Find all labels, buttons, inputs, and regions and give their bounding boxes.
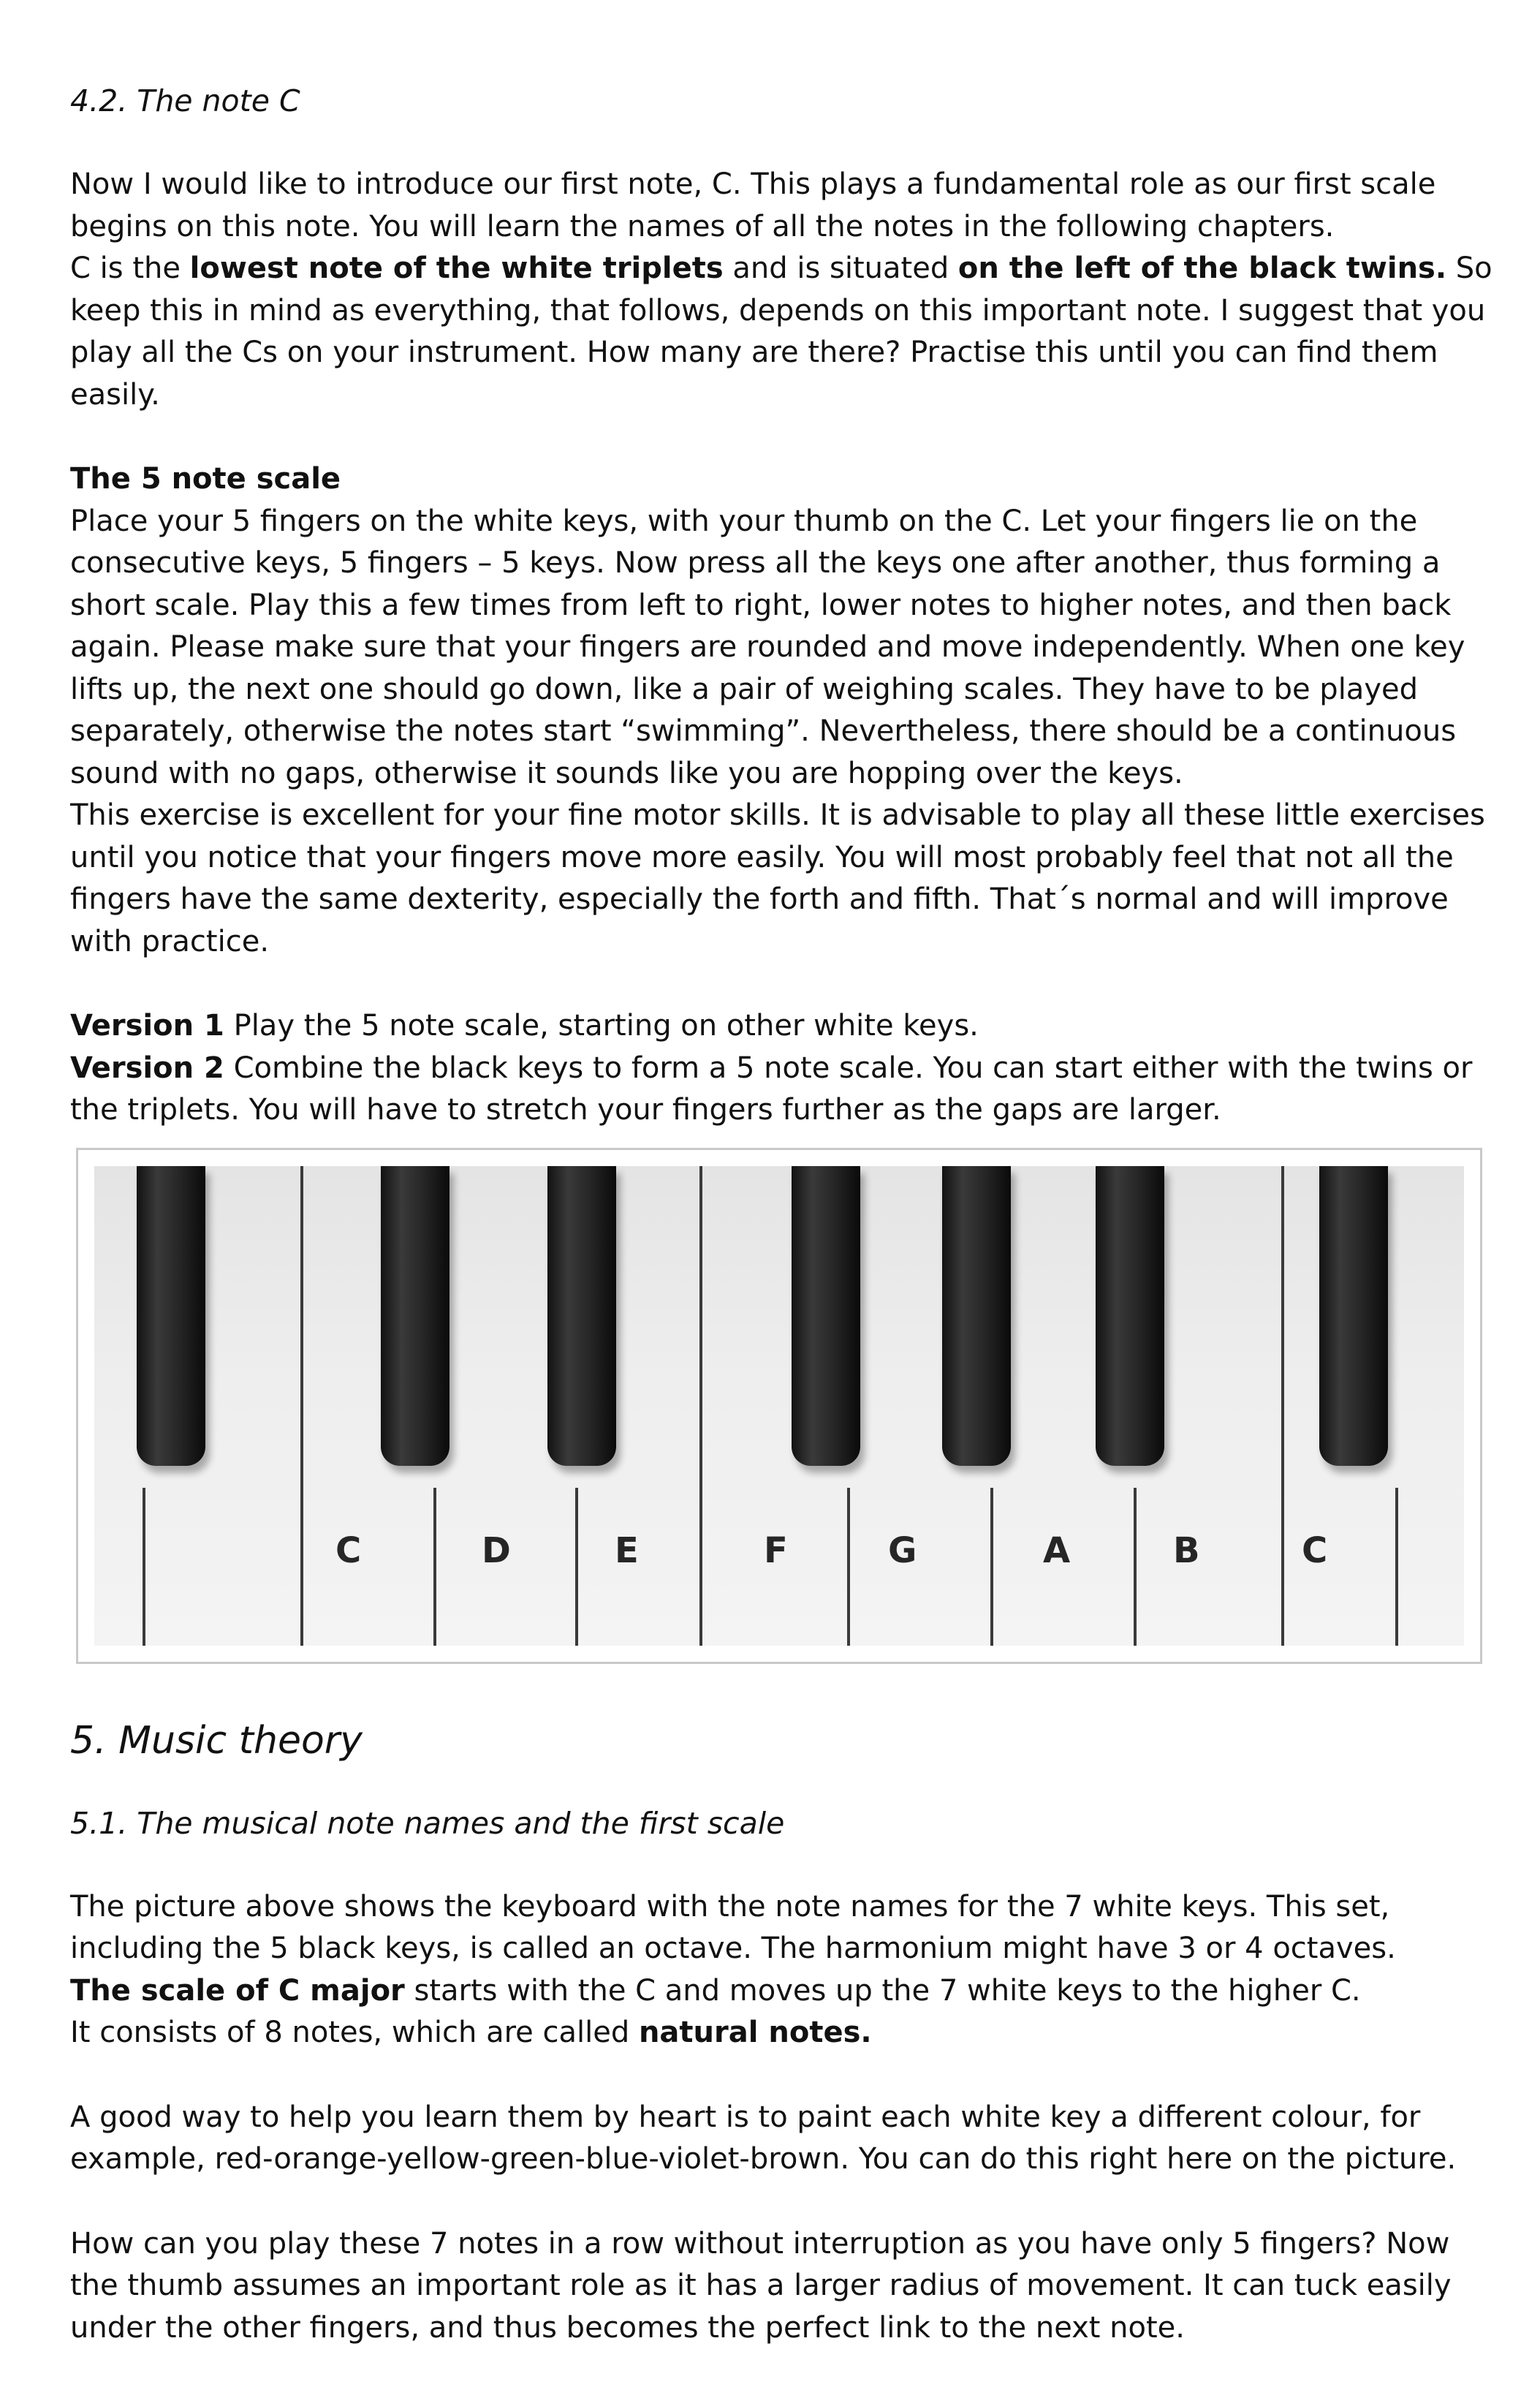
key-seam (1281, 1166, 1284, 1646)
keyboard-photo (94, 1166, 1464, 1646)
key-seam (300, 1166, 303, 1646)
key-label-g: G (888, 1529, 917, 1571)
paragraph: The picture above shows the keyboard with the note names for the 7 white keys. This set, including the 5 black keys, is called an octave. The harmonium might have 3 or 4 octaves. (70, 1889, 1396, 1965)
key-seam (575, 1488, 578, 1646)
key-label-d: D (482, 1529, 511, 1571)
paragraph: Place your 5 fingers on the white keys, with your thumb on the C. Let your fingers lie on the consecutive keys, 5 fingers – 5 keys. Now press all the keys one after another, thus forming a short scale. Play this a few times from left to right, lower notes to higher notes, and then back again. Please make sure that your fingers are rounded and move independently. When one key lifts up, the next one should go down, like a pair of weighing scales. They have to be played separately, otherwise the notes start “swimming”. Nevertheless, there should be a continuous sound with no gaps, otherwise it sounds like you are hopping over the keys. (70, 504, 1465, 790)
subheading-5-note-scale: The 5 note scale (70, 462, 341, 496)
key-seam (990, 1488, 993, 1646)
key-label-b: B (1173, 1529, 1200, 1571)
note-c-intro (70, 164, 1503, 416)
note-names-block (70, 1886, 1503, 2054)
five-note-scale-section (70, 458, 1503, 963)
black-key (547, 1166, 616, 1466)
black-key (381, 1166, 450, 1466)
paragraph: A good way to help you learn them by heart is to paint each white key a different colour, for example, red-orange-yellow-green-blue-violet-brown. You can do this right here on the picture. (70, 2100, 1457, 2176)
versions-block (70, 1005, 1503, 1132)
paragraph: Now I would like to introduce our first note, C. This plays a fundamental role as our first scale begins on this note. You will learn the names of all the notes in the following chapters. (70, 167, 1436, 243)
black-key (1096, 1166, 1164, 1466)
key-label-c-high: C (1302, 1529, 1328, 1571)
keyboard-figure (76, 1148, 1482, 1664)
key-seam (847, 1488, 850, 1646)
black-key (1319, 1166, 1388, 1466)
paragraph: C is the lowest note of the white triplets and is situated on the left of the black twins. So keep this in mind as everything, that follows, depends on this important note. I suggest that you play all the Cs on your instrument. How many are there? Practise this until you can find them easily. (70, 251, 1492, 412)
version-1: Version 1 Play the 5 note scale, starting on other white keys. (70, 1009, 979, 1043)
key-seam (143, 1488, 145, 1646)
thumb-block (70, 2223, 1503, 2350)
section-heading-4-2: 4.2. The note C (70, 83, 300, 118)
black-key (942, 1166, 1011, 1466)
black-key (137, 1166, 205, 1466)
key-seam (1395, 1488, 1398, 1646)
key-seam (699, 1166, 702, 1646)
section-heading-5-1: 5.1. The musical note names and the first scale (70, 1805, 785, 1841)
key-label-c: C (335, 1529, 362, 1571)
key-label-e: E (615, 1529, 639, 1571)
key-label-f: F (764, 1529, 788, 1571)
key-label-a: A (1043, 1529, 1071, 1571)
colour-tip-block (70, 2097, 1503, 2181)
paragraph: It consists of 8 notes, which are called natural notes. (70, 2016, 872, 2049)
section-heading-5: 5. Music theory (70, 1718, 363, 1763)
black-key (792, 1166, 860, 1466)
document-page (70, 80, 1503, 2349)
paragraph: This exercise is excellent for your fine motor skills. It is advisable to play all these little exercises until you notice that your fingers move more easily. You will most probably feel that not all the fingers have the same dexterity, especially the forth and fifth. That´s normal and will improve with practice. (70, 798, 1485, 958)
paragraph: How can you play these 7 notes in a row without interruption as you have only 5 fingers? Now the thumb assumes an important role as it has a larger radius of movement. It can tuck easily under the other fingers, and thus becomes the perfect link to the next note. (70, 2226, 1452, 2345)
key-seam (433, 1488, 436, 1646)
paragraph: The scale of C major starts with the C and moves up the 7 white keys to the higher C. (70, 1973, 1361, 2008)
version-2: Version 2 Combine the black keys to form a 5 note scale. You can start either with the twins or the triplets. You will have to stretch your fingers further as the gaps are larger. (70, 1051, 1473, 1127)
key-seam (1134, 1488, 1137, 1646)
